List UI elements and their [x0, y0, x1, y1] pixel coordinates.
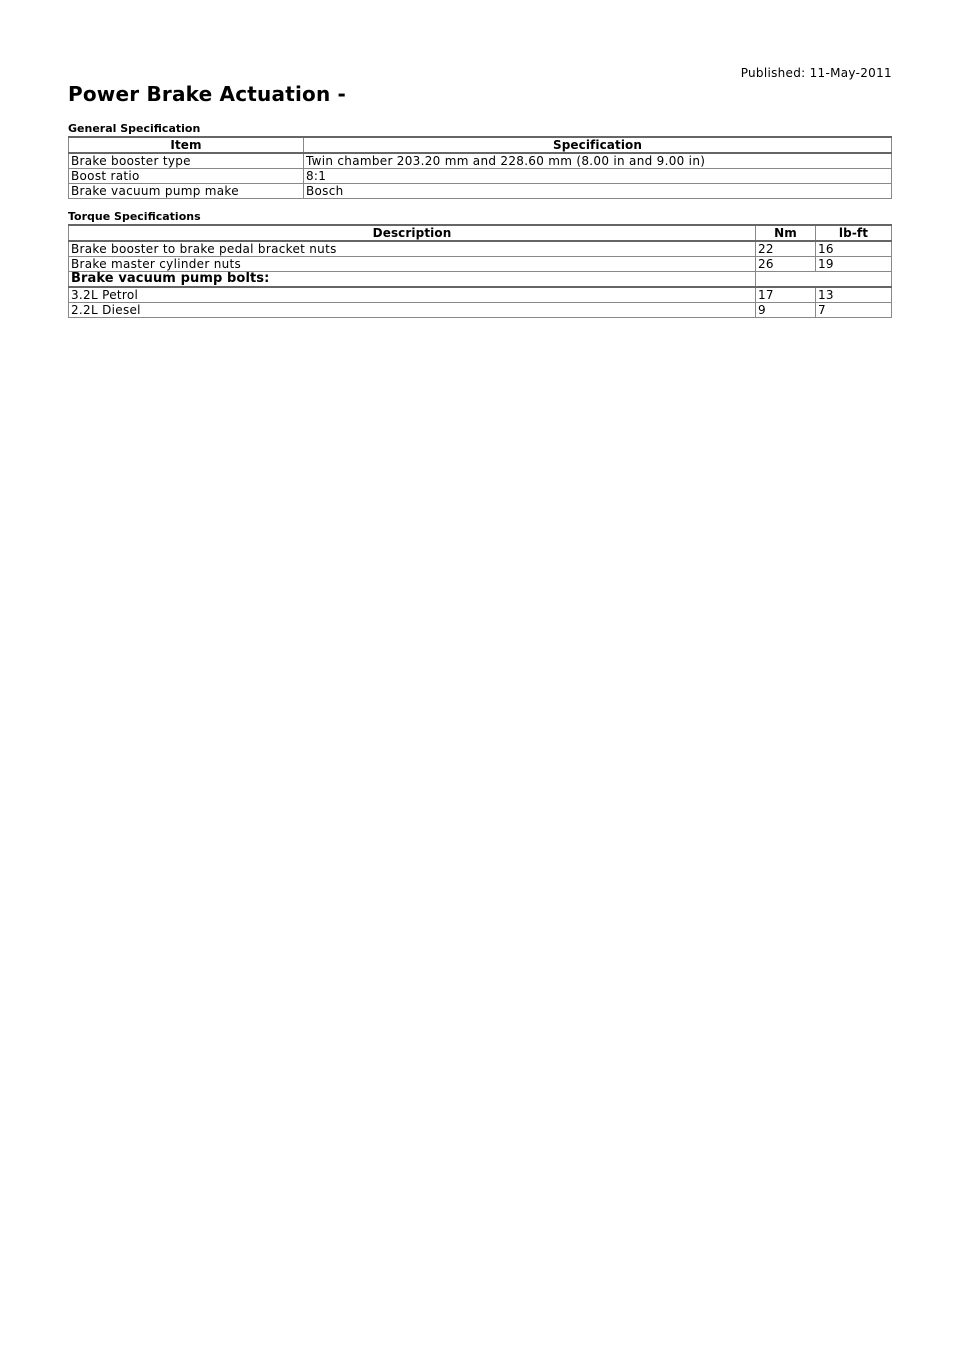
cell-item: Boost ratio	[69, 169, 304, 184]
table-row	[69, 303, 892, 318]
published-date: Published: 11-May-2011	[740, 66, 892, 80]
column-header-item: Item	[69, 137, 304, 153]
torque-specifications-title: Torque Specifications	[68, 210, 201, 223]
cell-nm: 9	[756, 303, 816, 318]
cell-lb-ft: 13	[816, 287, 892, 303]
cell-lb-ft: 19	[816, 257, 892, 272]
table-row	[69, 241, 892, 257]
table-row	[69, 153, 892, 169]
column-header-specification: Specification	[304, 137, 892, 153]
general-specification-title: General Specification	[68, 122, 201, 135]
cell-description: 2.2L Diesel	[69, 303, 756, 318]
cell-nm: 22	[756, 241, 816, 257]
table-header-row	[69, 225, 892, 241]
page-title: Power Brake Actuation -	[68, 82, 347, 106]
column-header-nm: Nm	[756, 225, 816, 241]
cell-nm: 17	[756, 287, 816, 303]
cell-lb-ft: 16	[816, 241, 892, 257]
column-header-lb-ft: lb-ft	[816, 225, 892, 241]
table-row	[69, 257, 892, 272]
cell-description: Brake master cylinder nuts	[69, 257, 756, 272]
table-row	[69, 287, 892, 303]
cell-description: 3.2L Petrol	[69, 287, 756, 303]
cell-item: Brake booster type	[69, 153, 304, 169]
table-row	[69, 169, 892, 184]
cell-specification: Bosch	[304, 184, 892, 199]
cell-specification: 8:1	[304, 169, 892, 184]
table-row	[69, 184, 892, 199]
general-specification-table	[68, 136, 892, 199]
column-header-description: Description	[69, 225, 756, 241]
cell-description: Brake booster to brake pedal bracket nuts	[69, 241, 756, 257]
table-header-row	[69, 137, 892, 153]
group-header-row	[69, 272, 892, 288]
cell-specification: Twin chamber 203.20 mm and 228.60 mm (8.00 in and 9.00 in)	[304, 153, 892, 169]
group-label-vacuum-pump-bolts: Brake vacuum pump bolts:	[69, 272, 756, 288]
cell-item: Brake vacuum pump make	[69, 184, 304, 199]
cell-lb-ft: 7	[816, 303, 892, 318]
torque-specifications-table	[68, 224, 892, 318]
cell-nm: 26	[756, 257, 816, 272]
group-empty-cell	[756, 272, 892, 288]
